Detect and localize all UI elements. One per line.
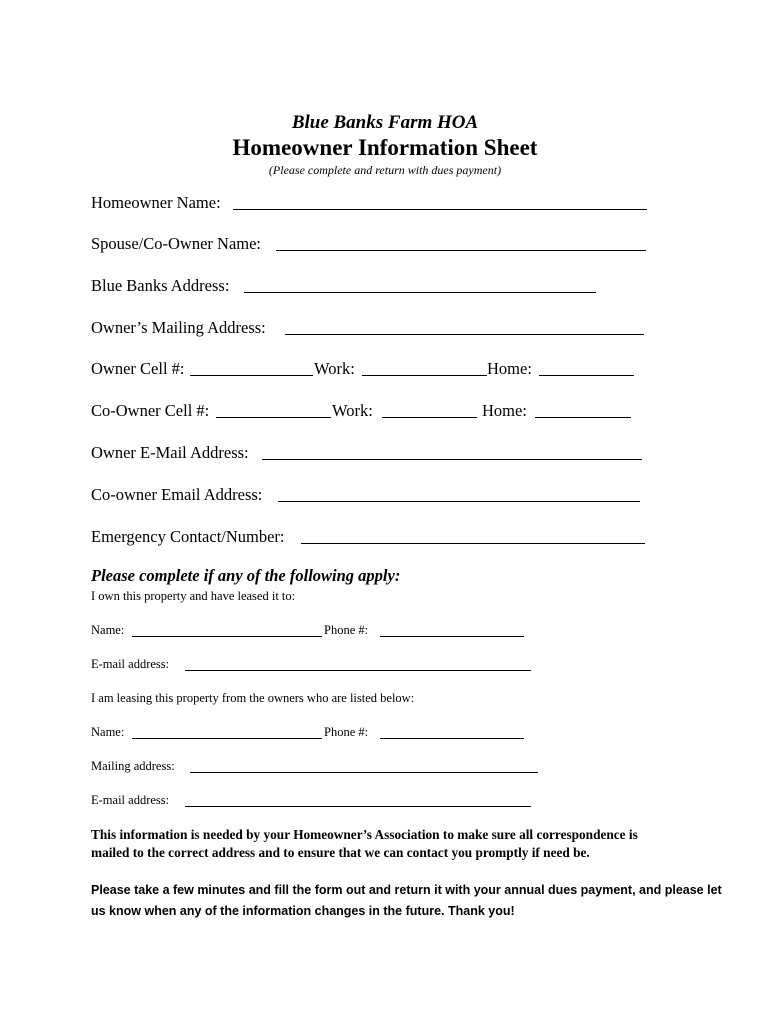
tenant-email-label: E-mail address: bbox=[91, 657, 170, 671]
coowner-cell-label: Co-Owner Cell #: bbox=[91, 401, 210, 420]
form-title: Homeowner Information Sheet bbox=[232, 135, 538, 160]
footer-request: Please take a few minutes and fill the form out and return it with your annual dues payment, and please let us know when any of the information changes in the future. Thank you! bbox=[91, 883, 722, 918]
coowner-email-label: Co-owner Email Address: bbox=[91, 485, 263, 504]
owner-work-field[interactable] bbox=[362, 375, 487, 376]
tenant-name-field[interactable] bbox=[132, 636, 322, 637]
owner-email-field[interactable] bbox=[262, 459, 642, 460]
tenant-email-field[interactable] bbox=[185, 670, 531, 671]
coowner-cell-field[interactable] bbox=[216, 417, 331, 418]
coowner-work-label: Work: bbox=[332, 401, 373, 420]
lease-owner-mailing-field[interactable] bbox=[190, 772, 538, 773]
emergency-contact-field[interactable] bbox=[301, 543, 645, 544]
lease-owner-phone-field[interactable] bbox=[380, 738, 524, 739]
blue-banks-address-field[interactable] bbox=[244, 292, 596, 293]
lease-owner-name-label: Name: bbox=[91, 725, 125, 739]
form-subtitle: (Please complete and return with dues payment) bbox=[268, 163, 502, 177]
lease-owner-phone-label: Phone #: bbox=[324, 725, 369, 739]
blue-banks-address-label: Blue Banks Address: bbox=[91, 276, 230, 295]
footer-notice: This information is needed by your Homeowner’s Association to make sure all correspondence is mailed to the correct address and to ensure that we can contact you promptly if need be. bbox=[91, 827, 638, 860]
lease-owner-mailing-label: Mailing address: bbox=[91, 759, 175, 773]
spouse-name-label: Spouse/Co-Owner Name: bbox=[91, 234, 262, 253]
owner-home-field[interactable] bbox=[539, 375, 634, 376]
lease-section-heading: Please complete if any of the following apply: bbox=[91, 566, 401, 585]
owner-email-label: Owner E-Mail Address: bbox=[91, 443, 249, 462]
spouse-name-field[interactable] bbox=[276, 250, 646, 251]
tenant-phone-field[interactable] bbox=[380, 636, 524, 637]
tenant-name-label: Name: bbox=[91, 623, 125, 637]
lease-owner-email-label: E-mail address: bbox=[91, 793, 170, 807]
coowner-home-field[interactable] bbox=[535, 417, 631, 418]
tenant-phone-label: Phone #: bbox=[324, 623, 369, 637]
lease-owner-name-field[interactable] bbox=[132, 738, 322, 739]
coowner-home-label: Home: bbox=[482, 401, 527, 420]
lease-owner-email-field[interactable] bbox=[185, 806, 531, 807]
owner-cell-label: Owner Cell #: bbox=[91, 359, 185, 378]
owner-work-label: Work: bbox=[314, 359, 355, 378]
mailing-address-field[interactable] bbox=[285, 334, 644, 335]
leased-to-intro: I own this property and have leased it to: bbox=[91, 589, 296, 603]
homeowner-name-field[interactable] bbox=[233, 209, 647, 210]
mailing-address-label: Owner’s Mailing Address: bbox=[91, 318, 266, 337]
coowner-email-field[interactable] bbox=[278, 501, 640, 502]
organization-name: Blue Banks Farm HOA bbox=[291, 112, 479, 133]
owner-cell-field[interactable] bbox=[190, 375, 313, 376]
leasing-from-intro: I am leasing this property from the owners who are listed below: bbox=[91, 691, 415, 705]
homeowner-name-label: Homeowner Name: bbox=[91, 193, 221, 212]
emergency-contact-label: Emergency Contact/Number: bbox=[91, 527, 285, 546]
owner-home-label: Home: bbox=[487, 359, 532, 378]
coowner-work-field[interactable] bbox=[382, 417, 477, 418]
